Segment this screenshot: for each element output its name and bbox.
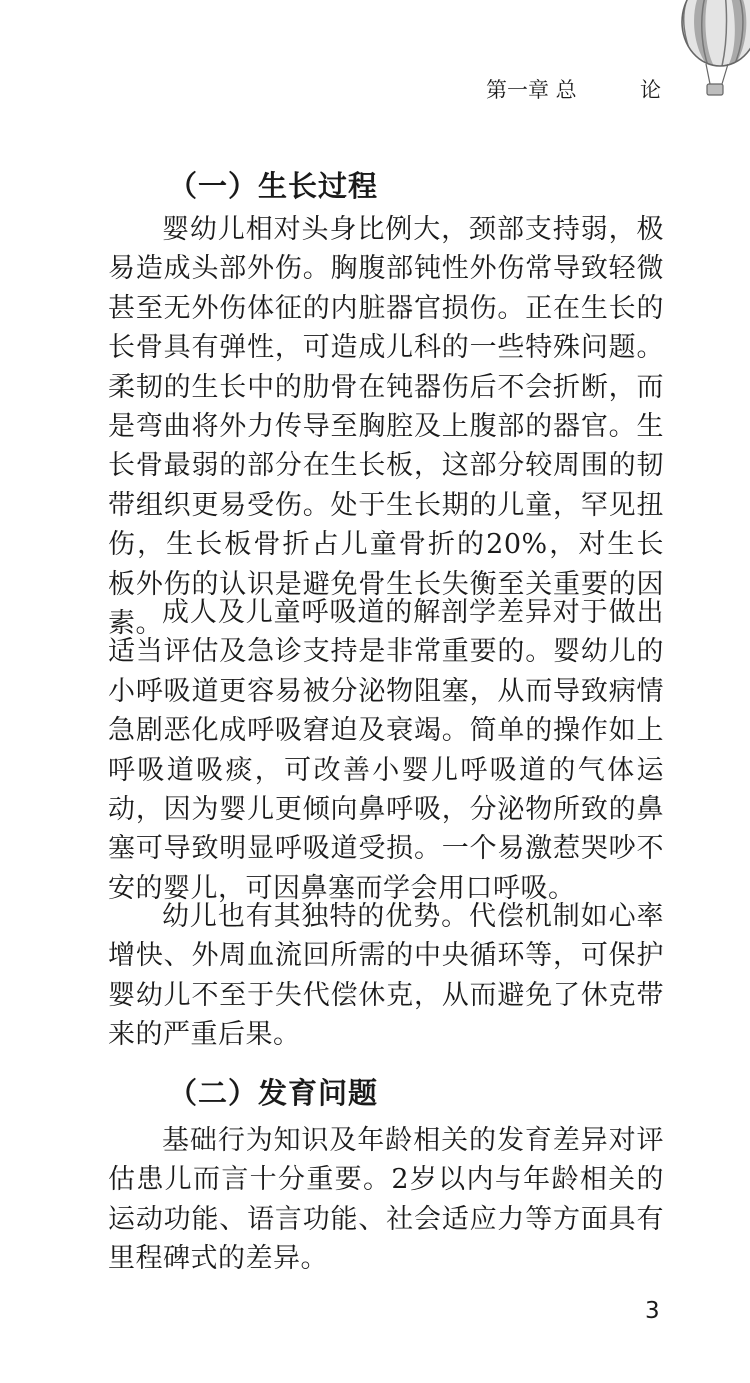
paragraph: 婴幼儿相对头身比例大，颈部支持弱，极易造成头部外伤。胸腹部钝性外伤常导致轻微甚至无外伤体征的内脏器官损伤。正在生长的长骨具有弹性，可造成儿科的一些特殊问题。柔韧的生长中的肋骨在钝器伤后不会折断，而是弯曲将外力传导至胸腔及上腹部的器官。生长骨最弱的部分在生长板，这部分较周围的韧带组织更易受伤。处于生长期的儿童，罕见扭伤，生长板骨折占儿童骨折的20%，对生长板外伤的认识是避免骨生长失衡至关重要的因素。 bbox=[108, 214, 664, 640]
section-title-growth: （一）生长过程 bbox=[168, 169, 379, 203]
chapter-label-end: 论 bbox=[640, 78, 661, 102]
chapter-label: 第一章 总 bbox=[486, 78, 577, 102]
paragraph: 幼儿也有其独特的优势。代偿机制如心率增快、外周血流回所需的中央循环等，可保护婴幼儿不至于失代偿休克，从而避免了休克带来的严重后果。 bbox=[108, 901, 664, 1051]
page-number: 3 bbox=[645, 1298, 660, 1324]
paragraph: 成人及儿童呼吸道的解剖学差异对于做出适当评估及急诊支持是非常重要的。婴幼儿的小呼吸道更容易被分泌物阻塞，从而导致病情急剧恶化成呼吸窘迫及衰竭。简单的操作如上呼吸道吸痰，可改善小婴儿呼吸道的气体运动，因为婴儿更倾向鼻呼吸，分泌物所致的鼻塞可导致明显呼吸道受损。一个易激惹哭吵不安的婴儿，可因鼻塞而学会用口呼吸。 bbox=[108, 597, 664, 904]
section-title-development: （二）发育问题 bbox=[168, 1076, 379, 1110]
hot-air-balloon-icon bbox=[672, 0, 750, 110]
paragraph: 基础行为知识及年龄相关的发育差异对评估患儿而言十分重要。2岁以内与年龄相关的运动功能、语言功能、社会适应力等方面具有里程碑式的差异。 bbox=[108, 1125, 664, 1275]
running-header bbox=[486, 74, 666, 114]
